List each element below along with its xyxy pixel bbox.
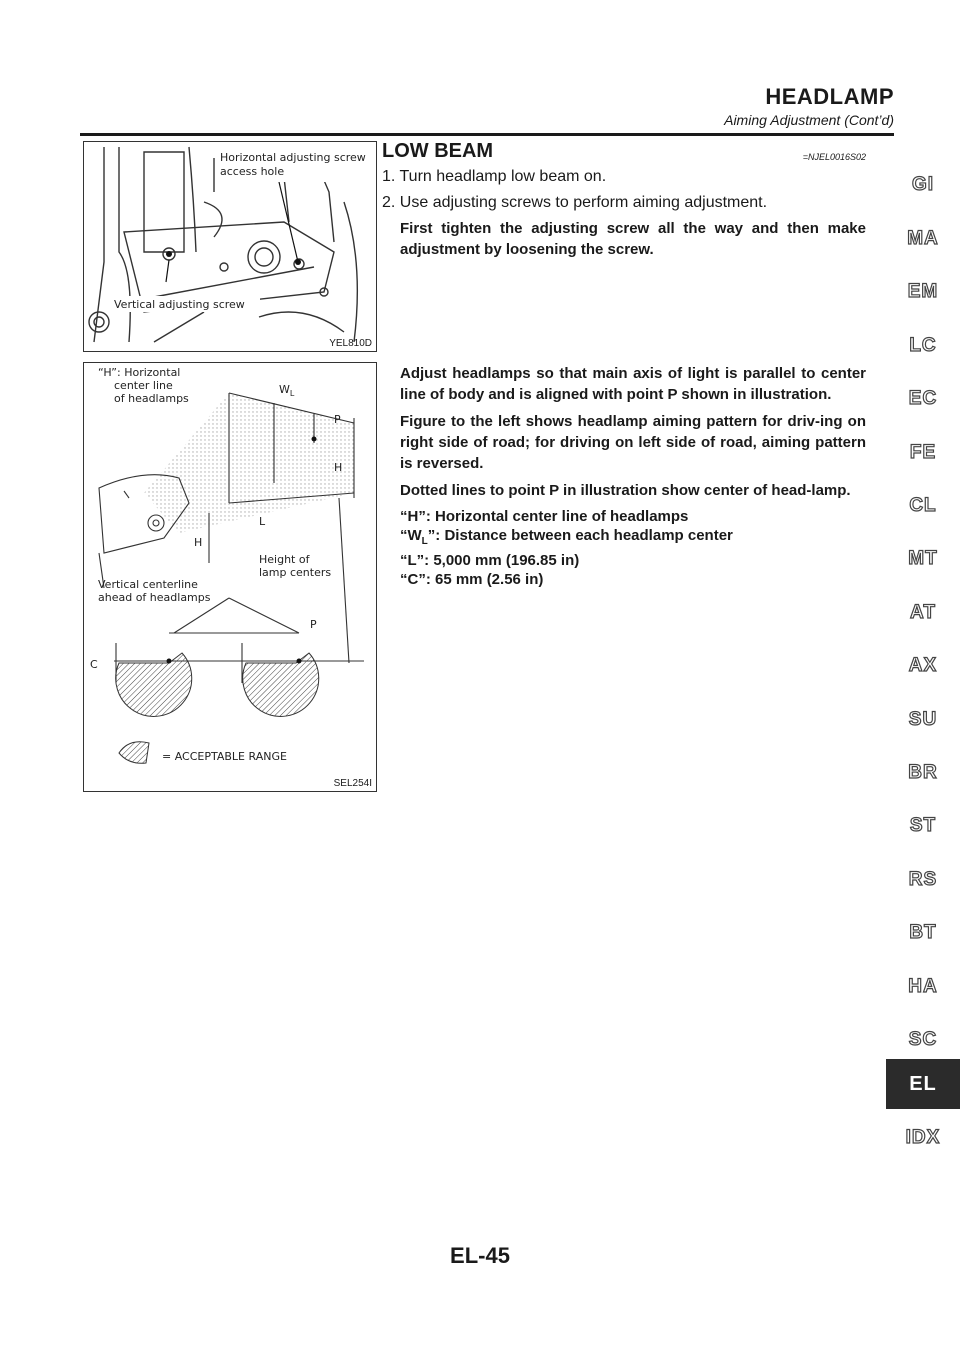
label-l: L [259,515,266,528]
section-index-sidebar [886,0,960,1358]
tab-gi[interactable]: GI [911,174,935,195]
tab-rs[interactable]: RS [908,869,938,890]
tab-ha[interactable]: HA [908,976,938,997]
definition-wl: “$W_L$”: Distance between each headlamp center [400,527,733,547]
page-subtitle: Aiming Adjustment (Cont’d) [724,112,894,128]
tab-mt[interactable]: MT [908,548,938,569]
label-p-bottom: P [310,618,317,631]
page-title: HEADLAMP [765,84,894,109]
tab-cl[interactable]: CL [909,495,937,516]
tab-idx[interactable]: IDX [905,1127,941,1148]
label-ahead-headlamps: ahead of headlamps [98,591,211,604]
tab-ax[interactable]: AX [908,655,938,676]
label-wl: $W_L$ [279,383,295,398]
callout-horizontal-screw: Horizontal adjusting screw [220,151,366,164]
tab-su[interactable]: SU [908,709,938,730]
section-reference: =NJEL0016S02 [802,152,866,162]
tab-sc[interactable]: SC [908,1029,938,1050]
label-h-left: H [194,536,203,549]
label-vertical-centerline: Vertical centerline [98,578,198,591]
callout-horizontal-screw-hole: access hole [220,165,285,178]
label-height-lamp: Height of [259,553,310,566]
callout-vertical-screw: Vertical adjusting screw [114,298,245,311]
tab-lc[interactable]: LC [909,335,937,356]
paragraph-dotted-lines: Dotted lines to point P in illustration show center of head-lamp. [400,482,851,499]
tab-bt[interactable]: BT [909,922,937,943]
figure-aiming-pattern [83,362,377,792]
legend-acceptable-range: = ACCEPTABLE RANGE [162,750,287,763]
tab-st[interactable]: ST [909,815,937,836]
tab-em[interactable]: EM [907,281,939,302]
aiming-instructions [400,363,866,589]
section-title: LOW BEAM [382,140,494,162]
figure-code: YEL810D [329,338,372,349]
label-h-center-line: center line [114,379,173,392]
label-p-top: P [334,413,341,426]
tab-fe[interactable]: FE [909,442,937,463]
definition-h: “H”: Horizontal center line of headlamps [400,508,689,525]
label-h-of-headlamps: of headlamps [114,392,189,405]
label-lamp-centers: lamp centers [259,566,332,579]
label-h-right: H [334,461,343,474]
paragraph-driving-side: Figure to the left shows headlamp aiming pattern for driv-ing on right side of road; for driving on left side of road, aiming pattern is reversed. [400,413,866,472]
figure-adjusting-screws [83,141,377,352]
step-1: 1. Turn headlamp low beam on. [382,168,607,185]
tab-ma[interactable]: MA [907,228,939,249]
page-number: EL-45 [450,1243,510,1268]
figure-code: SEL254I [333,778,372,789]
label-h-definition: “H”: Horizontal [98,366,181,379]
tab-br[interactable]: BR [908,762,938,783]
definition-l: “L”: 5,000 mm (196.85 in) [400,552,580,569]
paragraph-alignment: Adjust headlamps so that main axis of light is parallel to center line of body and is aligned with point P shown in illustration. [400,365,866,403]
tab-ec[interactable]: EC [908,388,938,409]
definition-c: “C”: 65 mm (2.56 in) [400,571,544,588]
label-c: C [90,658,98,671]
step-2-note: First tighten the adjusting screw all the way and then make adjustment by loosening the screw. [400,220,866,258]
adjusting-screws-illustration [84,142,376,351]
low-beam-section [382,136,866,260]
tab-at[interactable]: AT [910,602,936,623]
step-2: 2. Use adjusting screws to perform aiming adjustment. [382,194,768,211]
aiming-pattern-illustration [84,363,376,791]
tab-el-active[interactable]: EL [886,1059,960,1109]
